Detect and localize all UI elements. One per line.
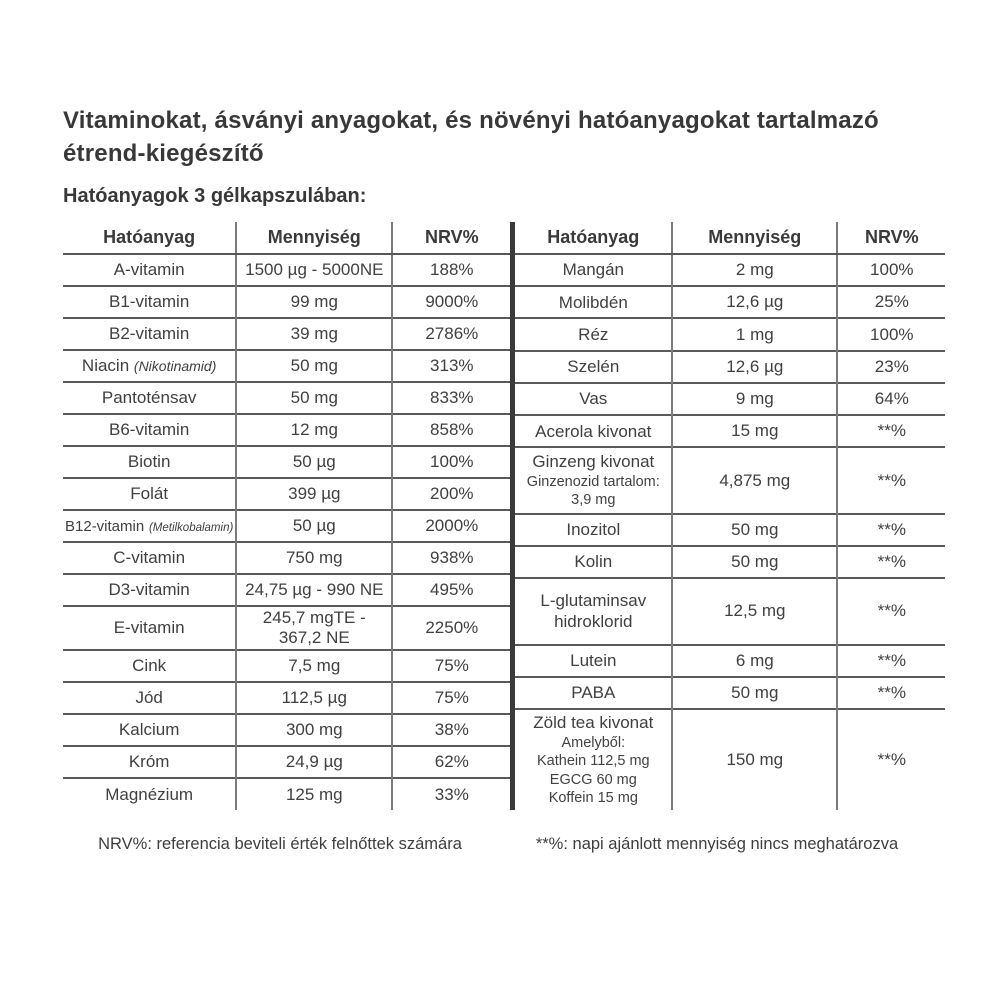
table-row [515, 286, 945, 318]
ingredient-name-cell [515, 351, 672, 383]
table-row [63, 746, 510, 778]
table-row [515, 254, 945, 286]
table-row [515, 677, 945, 709]
column-header-ingredient: Hatóanyag [63, 222, 236, 254]
amount-cell: 1500 µg - 5000NE [236, 254, 392, 286]
ingredient-name-cell [515, 383, 672, 415]
amount-cell: 12,6 µg [672, 286, 837, 318]
ingredient-name-cell [63, 382, 236, 414]
ingredient-sub-detail: Amelyből: [561, 734, 626, 751]
section-heading: Hatóanyagok 3 gélkapszulában: [63, 185, 367, 207]
table-row [515, 383, 945, 415]
table-row [63, 318, 510, 350]
table-row [63, 382, 510, 414]
amount-cell: 6 mg [672, 645, 837, 677]
ingredient-name: Szelén [567, 357, 620, 377]
table-row [63, 350, 510, 382]
ingredient-name: Acerola kivonat [535, 421, 652, 441]
page-title: Vitaminokat, ásványi anyagokat, és növényi hatóanyagokat tartalmazó étrend-kiegészítő [63, 107, 879, 167]
ingredient-name-cell [63, 606, 236, 650]
ingredient-name: Vas [579, 389, 608, 409]
ingredient-name: Jód [135, 688, 163, 708]
amount-cell: 50 µg [236, 510, 392, 542]
table-row [515, 546, 945, 578]
table-row [515, 447, 945, 513]
ingredient-name-note: (Metilkobalamin) [148, 522, 234, 535]
amount-cell: 99 mg [236, 286, 392, 318]
nrv-cell: 75% [392, 650, 510, 682]
table-row [63, 714, 510, 746]
amount-cell: 50 mg [236, 382, 392, 414]
column-header-ingredient: Hatóanyag [515, 222, 672, 254]
ingredient-sub-detail: Koffein 15 mg [548, 790, 638, 807]
ingredient-name: Réz [578, 324, 609, 344]
amount-cell: 300 mg [236, 714, 392, 746]
ingredient-name-cell [63, 478, 236, 510]
table-row [63, 574, 510, 606]
ingredient-name-cell [63, 778, 236, 810]
amount-cell: 9 mg [672, 383, 837, 415]
ingredient-name: Molibdén [558, 292, 628, 312]
amount-cell: 24,9 µg [236, 746, 392, 778]
ingredient-name: Kalcium [118, 720, 180, 740]
amount-cell: 50 µg [236, 446, 392, 478]
ingredient-name: Mangán [562, 260, 625, 280]
ingredient-name: Cink [132, 656, 167, 676]
column-header-nrv: NRV% [837, 222, 945, 254]
ingredient-name: L-glutaminsav hidroklorid [540, 591, 647, 632]
nrv-cell: 75% [392, 682, 510, 714]
nrv-cell: 2000% [392, 510, 510, 542]
ingredient-name-cell [515, 709, 672, 810]
ingredients-table-right [515, 222, 945, 810]
nrv-cell: **% [837, 645, 945, 677]
ingredient-name-cell [515, 578, 672, 644]
amount-cell: 12,5 mg [672, 578, 837, 644]
table-row [63, 542, 510, 574]
amount-cell: 50 mg [236, 350, 392, 382]
ingredient-name: Inozitol [566, 520, 621, 540]
nrv-cell: 188% [430, 260, 474, 279]
ingredient-name: C-vitamin [113, 548, 186, 568]
ingredient-name: B12-vitamin [65, 518, 145, 536]
amount-cell: 125 mg [236, 778, 392, 810]
table-row [515, 645, 945, 677]
ingredient-name-cell [515, 318, 672, 350]
table-row [63, 414, 510, 446]
ingredient-name-cell [515, 546, 672, 578]
ingredient-name: Króm [128, 752, 170, 772]
ingredient-name: D3-vitamin [108, 580, 190, 600]
nrv-cell: **% [837, 578, 945, 644]
nrv-cell: 100% [870, 260, 914, 280]
nrv-cell: 313% [392, 350, 510, 382]
ingredient-name-cell [63, 414, 236, 446]
ingredient-name: Folát [130, 484, 169, 504]
ingredient-name-cell [515, 415, 672, 447]
ingredient-sub-detail: Ginzenozid tartalom: [526, 473, 660, 490]
ingredient-name: Biotin [127, 452, 171, 472]
table-row [63, 286, 510, 318]
ingredients-table-left [63, 222, 510, 810]
nrv-cell: 62% [392, 746, 510, 778]
table-row [515, 578, 945, 644]
ingredient-name-cell [63, 286, 236, 318]
amount-cell: 1 mg [672, 318, 837, 350]
nrv-cell: **% [837, 514, 945, 546]
table-row [515, 415, 945, 447]
footnote-nrv: NRV%: referencia beviteli érték felnőttek számára [98, 835, 462, 853]
amount-cell: 245,7 mgTE - 367,2 NE [236, 606, 392, 650]
header-row [515, 222, 945, 254]
amount-cell: 39 mg [236, 318, 392, 350]
ingredient-name-cell [63, 746, 236, 778]
ingredient-name: Niacin [81, 356, 130, 376]
table-row [63, 650, 510, 682]
column-header-amount: Mennyiség [236, 222, 392, 254]
table-row [515, 514, 945, 546]
column-header-nrv: NRV% [392, 222, 510, 254]
ingredient-name: B1-vitamin [108, 292, 190, 312]
amount-cell: 112,5 µg [236, 682, 392, 714]
amount-cell: 750 mg [236, 542, 392, 574]
column-header-amount: Mennyiség [672, 222, 837, 254]
nrv-cell: 200% [392, 478, 510, 510]
ingredient-name-note: (Nikotinamid) [133, 358, 217, 375]
nrv-cell: 64% [837, 383, 945, 415]
nrv-cell: 833% [392, 382, 510, 414]
amount-cell: 50 mg [672, 677, 837, 709]
nrv-cell: **% [837, 546, 945, 578]
ingredient-name-cell [63, 318, 236, 350]
nrv-cell: 938% [392, 542, 510, 574]
ingredient-name-cell [63, 714, 236, 746]
nrv-cell: **% [837, 677, 945, 709]
nrv-cell: **% [837, 709, 945, 810]
ingredient-name: A-vitamin [113, 260, 185, 280]
ingredient-name: Lutein [570, 651, 617, 671]
amount-cell: 7,5 mg [236, 650, 392, 682]
ingredient-name-cell [63, 446, 236, 478]
amount-cell: 50 mg [672, 546, 837, 578]
ingredient-name-cell [63, 254, 236, 286]
ingredient-name-cell [515, 254, 672, 286]
nrv-cell: 100% [837, 318, 945, 350]
nrv-cell: **% [837, 415, 945, 447]
ingredient-name: Kolin [574, 552, 613, 572]
table-row [63, 682, 510, 714]
table-row [63, 510, 510, 542]
amount-cell: 24,75 µg - 990 NE [236, 574, 392, 606]
nrv-cell: 100% [392, 446, 510, 478]
ingredient-name: B6-vitamin [108, 420, 190, 440]
ingredient-name-cell [63, 574, 236, 606]
amount-cell: 2 mg [672, 254, 837, 286]
nrv-cell: 38% [392, 714, 510, 746]
nrv-cell: 495% [392, 574, 510, 606]
table-row [63, 446, 510, 478]
ingredient-name: Zöld tea kivonat [533, 713, 654, 733]
nrv-cell: 33% [392, 778, 510, 810]
ingredient-name-cell [515, 447, 672, 513]
footnotes [63, 835, 940, 854]
header-row [63, 222, 510, 254]
table-row [63, 254, 510, 286]
table-row [515, 709, 945, 810]
table-row [515, 318, 945, 350]
ingredient-name-cell [63, 542, 236, 574]
nrv-cell: 2786% [392, 318, 510, 350]
ingredient-sub-detail: 3,9 mg [571, 492, 616, 509]
amount-cell: 4,875 mg [672, 447, 837, 513]
ingredient-sub-detail: EGCG 60 mg [549, 771, 637, 788]
amount-cell: 399 µg [236, 478, 392, 510]
nrv-cell: 2250% [392, 606, 510, 650]
ingredient-name-cell [63, 510, 236, 542]
nrv-cell: **% [837, 447, 945, 513]
nrv-cell: 23% [837, 351, 945, 383]
table-row [63, 778, 510, 810]
ingredient-name-cell [515, 286, 672, 318]
ingredient-name: B2-vitamin [108, 324, 190, 344]
amount-cell: 50 mg [672, 514, 837, 546]
ingredient-name-cell [515, 677, 672, 709]
nrv-cell: 858% [392, 414, 510, 446]
nrv-cell: 9000% [392, 286, 510, 318]
ingredient-name: E-vitamin [113, 618, 185, 638]
ingredient-name-cell [515, 645, 672, 677]
amount-cell: 12,6 µg [672, 351, 837, 383]
amount-cell: 15 mg [672, 415, 837, 447]
table-row [63, 606, 510, 650]
amount-cell: 12 mg [236, 414, 392, 446]
ingredient-name: Pantoténsav [101, 388, 197, 408]
ingredient-name: PABA [571, 683, 616, 703]
ingredient-sub-detail: Kathein 112,5 mg [537, 753, 650, 770]
table-row [63, 478, 510, 510]
ingredient-name-cell [63, 350, 236, 382]
ingredient-name: Ginzeng kivonat [532, 452, 655, 472]
ingredient-name-cell [63, 650, 236, 682]
ingredient-name-cell [515, 514, 672, 546]
footnote-asterisk: **%: napi ajánlott mennyiség nincs meghatározva [535, 835, 899, 853]
nrv-cell: 25% [837, 286, 945, 318]
ingredients-tables-container [63, 222, 940, 810]
ingredient-name: Magnézium [105, 784, 194, 804]
table-row [515, 351, 945, 383]
amount-cell: 150 mg [672, 709, 837, 810]
ingredient-name-cell [63, 682, 236, 714]
